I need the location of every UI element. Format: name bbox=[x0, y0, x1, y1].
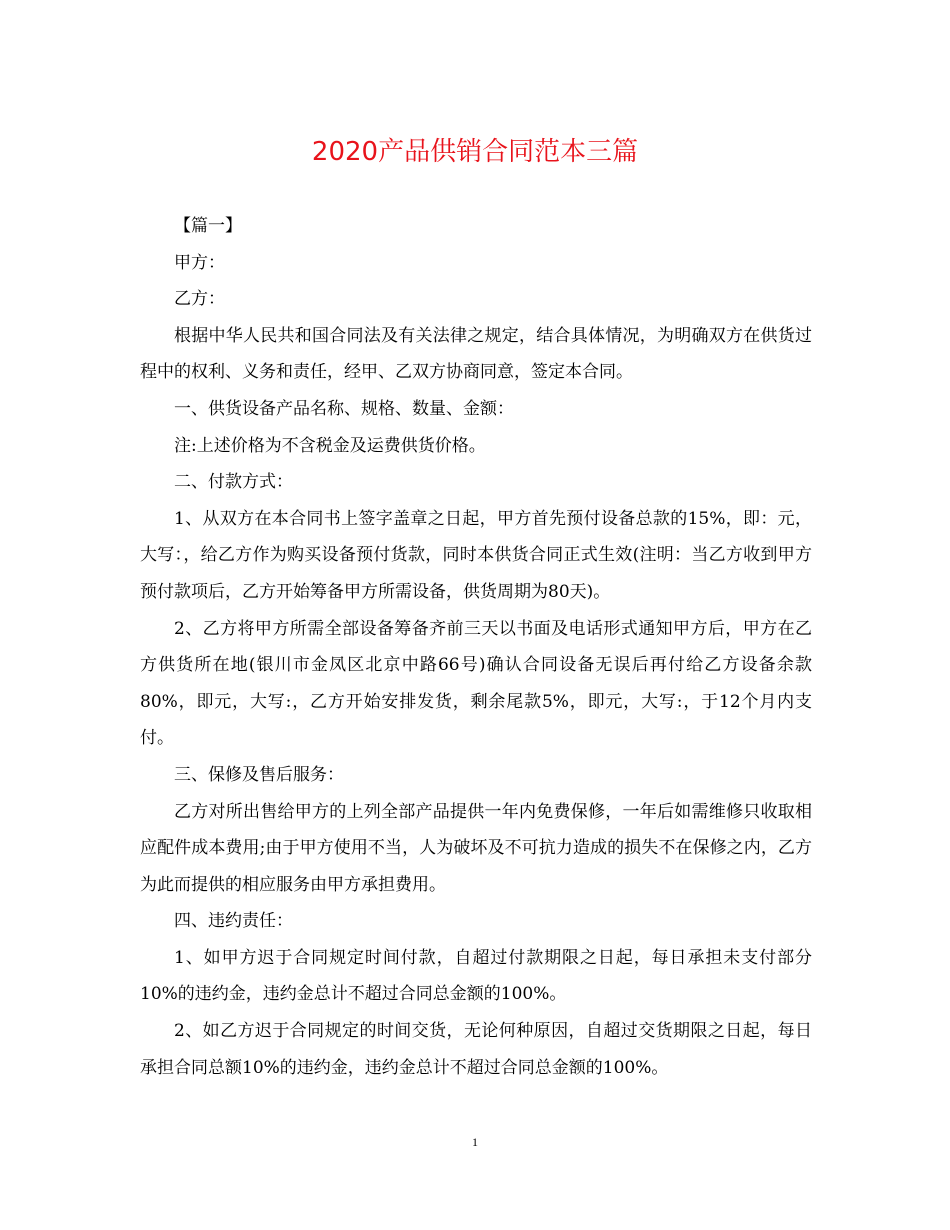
preamble-paragraph: 根据中华人民共和国合同法及有关法律之规定，结合具体情况，为明确双方在供货过程中的权利、义务和责任，经甲、乙双方协商同意，签定本合同。 bbox=[140, 325, 812, 383]
breach-item-2: 2、如乙方迟于合同规定的时间交货，无论何种原因，自超过交货期限之日起，每日承担合同总额10%的违约金，违约金总计不超过合同总金额的100%。 bbox=[140, 1021, 812, 1078]
price-note: 注:上述价格为不含税金及运费供货价格。 bbox=[174, 435, 486, 456]
party-a-line: 甲方： bbox=[174, 252, 225, 273]
party-b-line: 乙方： bbox=[174, 289, 225, 310]
document-body bbox=[140, 208, 812, 1086]
section-heading-part-one: 【篇一】 bbox=[174, 216, 242, 236]
document-title: 2020产品供销合同范本三篇 bbox=[311, 137, 639, 167]
payment-item-2: 2、乙方将甲方所需全部设备筹备齐前三天以书面及电话形式通知甲方后，甲方在乙方供货所在地(银川市金凤区北京中路66号)确认合同设备无误后再付给乙方设备余款80%，即元，大写:，乙方开始安排发货，剩余尾款5%，即元，大写:，于12个月内支付。 bbox=[140, 618, 812, 749]
warranty-paragraph: 乙方对所出售给甲方的上列全部产品提供一年内免费保修，一年后如需维修只收取相应配件成本费用;由于甲方使用不当，人为破坏及不可抗力造成的损失不在保修之内，乙方为此而提供的相应服务由甲方承担费用。 bbox=[140, 801, 812, 895]
page-number: 1 bbox=[472, 1135, 478, 1149]
clause-1-heading: 一、供货设备产品名称、规格、数量、金额： bbox=[174, 398, 514, 419]
payment-item-1: 1、从双方在本合同书上签字盖章之日起，甲方首先预付设备总款的15%，即：元，大写：，给乙方作为购买设备预付货款，同时本供货合同正式生效(注明：当乙方收到甲方预付款项后，乙方开始筹备甲方所需设备，供货周期为80天)。 bbox=[140, 508, 812, 602]
clause-2-heading: 二、付款方式： bbox=[174, 472, 293, 493]
breach-item-1: 1、如甲方迟于合同规定时间付款，自超过付款期限之日起，每日承担未支付部分10%的违约金，违约金总计不超过合同总金额的100%。 bbox=[140, 947, 812, 1005]
clause-4-heading: 四、违约责任： bbox=[174, 911, 293, 932]
clause-3-heading: 三、保修及售后服务： bbox=[174, 764, 344, 785]
